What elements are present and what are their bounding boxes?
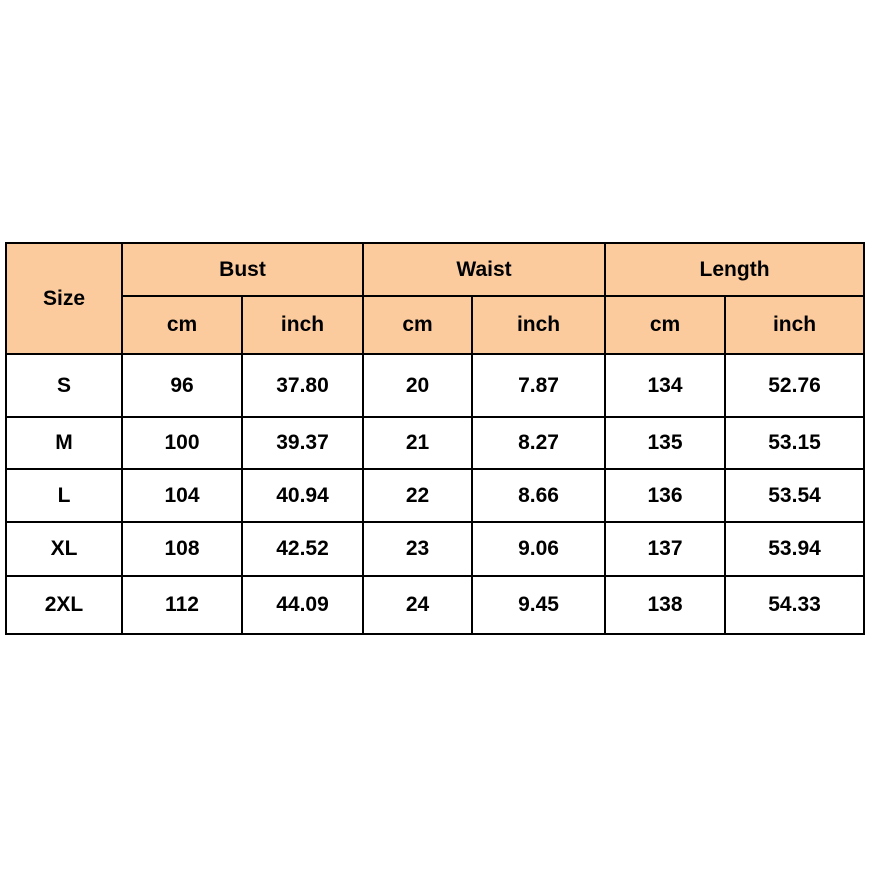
length-cm-cell: 136 — [605, 469, 725, 522]
table-row — [6, 576, 864, 634]
header-row-units — [6, 296, 864, 354]
length-cm-cell: 134 — [605, 354, 725, 417]
length-cm-cell: 138 — [605, 576, 725, 634]
size-table — [5, 242, 865, 635]
bust-inch-cell: 44.09 — [242, 576, 363, 634]
size-chart — [5, 242, 863, 635]
waist-inch-cell: 7.87 — [472, 354, 605, 417]
waist-cm-cell: 23 — [363, 522, 472, 576]
waist-cm-cell: 20 — [363, 354, 472, 417]
size-cell: 2XL — [6, 576, 122, 634]
table-row — [6, 354, 864, 417]
bust-cm-cell: 112 — [122, 576, 242, 634]
size-cell: M — [6, 417, 122, 469]
waist-inch-cell: 9.45 — [472, 576, 605, 634]
waist-inch-cell: 9.06 — [472, 522, 605, 576]
bust-inch-cell: 37.80 — [242, 354, 363, 417]
size-cell: L — [6, 469, 122, 522]
table-row — [6, 469, 864, 522]
size-cell: S — [6, 354, 122, 417]
waist-cm-cell: 24 — [363, 576, 472, 634]
bust-cm-cell: 104 — [122, 469, 242, 522]
bust-inch-cell: 42.52 — [242, 522, 363, 576]
waist-inch-cell: 8.66 — [472, 469, 605, 522]
waist-cm-cell: 21 — [363, 417, 472, 469]
bust-cm-cell: 96 — [122, 354, 242, 417]
unit-waist-cm: cm — [363, 296, 472, 354]
bust-cm-cell: 100 — [122, 417, 242, 469]
unit-length-inch: inch — [725, 296, 864, 354]
size-cell: XL — [6, 522, 122, 576]
bust-inch-cell: 39.37 — [242, 417, 363, 469]
length-inch-cell: 52.76 — [725, 354, 864, 417]
table-row — [6, 522, 864, 576]
length-cm-cell: 137 — [605, 522, 725, 576]
length-cm-cell: 135 — [605, 417, 725, 469]
waist-cm-cell: 22 — [363, 469, 472, 522]
bust-inch-cell: 40.94 — [242, 469, 363, 522]
header-waist: Waist — [363, 243, 605, 296]
unit-bust-inch: inch — [242, 296, 363, 354]
unit-length-cm: cm — [605, 296, 725, 354]
header-size: Size — [6, 243, 122, 354]
bust-cm-cell: 108 — [122, 522, 242, 576]
length-inch-cell: 53.15 — [725, 417, 864, 469]
header-bust: Bust — [122, 243, 363, 296]
length-inch-cell: 53.54 — [725, 469, 864, 522]
length-inch-cell: 53.94 — [725, 522, 864, 576]
unit-bust-cm: cm — [122, 296, 242, 354]
table-row — [6, 417, 864, 469]
length-inch-cell: 54.33 — [725, 576, 864, 634]
header-row-groups — [6, 243, 864, 296]
waist-inch-cell: 8.27 — [472, 417, 605, 469]
unit-waist-inch: inch — [472, 296, 605, 354]
header-length: Length — [605, 243, 864, 296]
